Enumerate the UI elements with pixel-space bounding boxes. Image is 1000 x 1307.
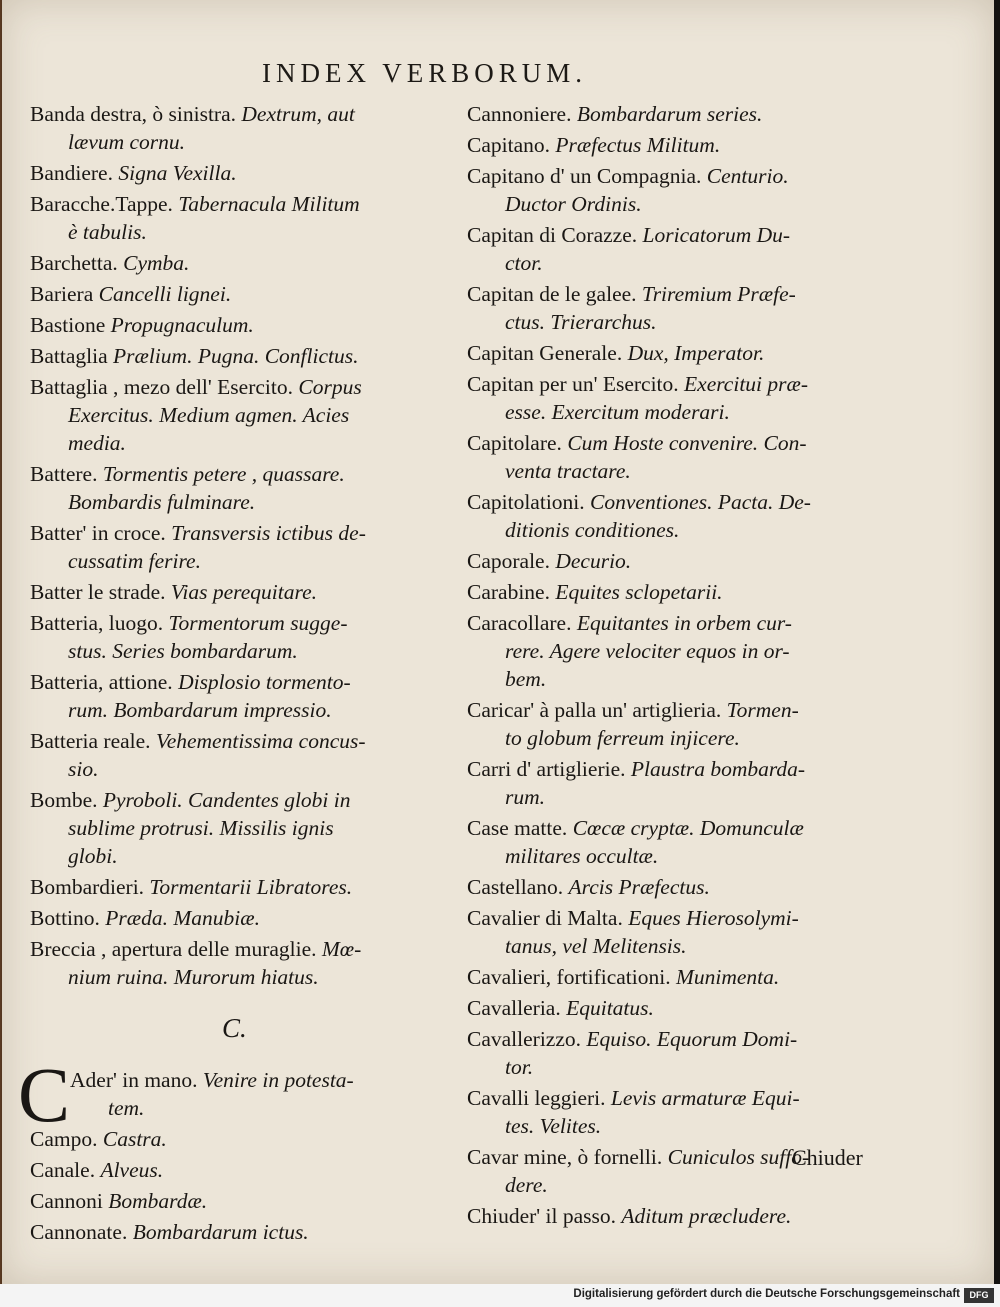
entry-term: Battaglia , mezo dell' Esercito. bbox=[30, 375, 299, 399]
index-entry bbox=[30, 1156, 460, 1184]
entry-latin: Cancelli lignei. bbox=[98, 282, 232, 306]
footer-credit: Digitalisierung gefördert durch die Deutsche Forschungsgemeinschaft bbox=[573, 1288, 960, 1300]
index-entry bbox=[467, 873, 907, 901]
index-entry bbox=[467, 994, 907, 1022]
index-entry bbox=[30, 100, 460, 156]
entry-continuation: tor. bbox=[505, 1055, 534, 1079]
entry-latin: Munimenta. bbox=[675, 965, 780, 989]
entry-latin: Tabernacula Militum bbox=[178, 192, 360, 216]
entry-term: Baracche.Tappe. bbox=[30, 192, 179, 216]
entry-latin: Loricatorum Du- bbox=[642, 223, 791, 247]
entry-latin: Venire in potesta- bbox=[202, 1068, 354, 1092]
catchword: Chiuder bbox=[792, 1145, 863, 1170]
entry-latin: Plaustra bombarda- bbox=[630, 757, 806, 781]
index-entry bbox=[30, 727, 460, 783]
entry-continuation: tes. Velites. bbox=[505, 1114, 602, 1138]
index-entry bbox=[467, 131, 907, 159]
entry-continuation: sublime protrusi. Missilis ignis bbox=[68, 816, 334, 840]
entry-continuation: rum. bbox=[505, 785, 546, 809]
entry-term: Bastione bbox=[30, 313, 111, 337]
entry-continuation: venta tractare. bbox=[505, 459, 631, 483]
right-column bbox=[467, 100, 907, 1233]
entry-latin: Præda. Manubiæ. bbox=[105, 906, 260, 930]
entry-latin: Exercitui præ- bbox=[684, 372, 809, 396]
entry-term: Batteria, luogo. bbox=[30, 611, 169, 635]
entry-term: Castellano. bbox=[467, 875, 569, 899]
dfg-logo: DFG bbox=[964, 1288, 994, 1303]
entry-latin: Tormentis petere , quassare. bbox=[102, 462, 345, 486]
entry-term: Carabine. bbox=[467, 580, 556, 604]
entry-term: Breccia , apertura delle muraglie. bbox=[30, 937, 322, 961]
entry-term: Capitan di Corazze. bbox=[467, 223, 643, 247]
footer-bar bbox=[0, 1284, 1000, 1307]
entry-term: Battere. bbox=[30, 462, 103, 486]
entry-latin: Transversis ictibus de- bbox=[171, 521, 366, 545]
entry-latin: Prælium. Pugna. Conflictus. bbox=[113, 344, 359, 368]
entry-term: Caricar' à palla un' artiglieria. bbox=[467, 698, 727, 722]
entry-latin: Bombardæ. bbox=[108, 1189, 208, 1213]
index-entry bbox=[30, 190, 460, 246]
book-page bbox=[2, 0, 994, 1284]
entry-latin: Eques Hierosolymi- bbox=[628, 906, 799, 930]
entry-latin: Tormentorum sugge- bbox=[168, 611, 348, 635]
entry-continuation: stus. Series bombardarum. bbox=[68, 639, 298, 663]
index-entry bbox=[467, 755, 907, 811]
index-entry bbox=[467, 963, 907, 991]
entry-continuation: ctus. Trierarchus. bbox=[505, 310, 657, 334]
entry-term: Cannoni bbox=[30, 1189, 109, 1213]
index-entry bbox=[467, 904, 907, 960]
entry-term: Cavallerizzo. bbox=[467, 1027, 587, 1051]
index-entry bbox=[467, 609, 907, 693]
entry-latin: Bombardarum series. bbox=[576, 102, 763, 126]
entry-continuation: ditionis conditiones. bbox=[505, 518, 680, 542]
entry-continuation: sio. bbox=[68, 757, 99, 781]
index-entry bbox=[467, 339, 907, 367]
entry-term: Campo. bbox=[30, 1127, 103, 1151]
index-entry bbox=[30, 373, 460, 457]
entry-continuation: tem. bbox=[108, 1096, 145, 1120]
entry-latin: Dux, Imperator. bbox=[627, 341, 765, 365]
entry-latin: Castra. bbox=[102, 1127, 167, 1151]
index-entry bbox=[30, 159, 460, 187]
index-entry bbox=[30, 311, 460, 339]
entry-term: Cavalier di Malta. bbox=[467, 906, 629, 930]
index-entry bbox=[30, 904, 460, 932]
index-entry bbox=[30, 935, 460, 991]
index-entry bbox=[467, 696, 907, 752]
entry-latin: Levis armaturæ Equi- bbox=[610, 1086, 800, 1110]
entry-latin: Displosio tormento- bbox=[178, 670, 351, 694]
entry-continuation: Ductor Ordinis. bbox=[505, 192, 642, 216]
entry-continuation: media. bbox=[68, 431, 126, 455]
entry-latin: Propugnaculum. bbox=[110, 313, 254, 337]
entry-latin: Conventiones. Pacta. De- bbox=[590, 490, 811, 514]
entry-term: Capitano d' un Compagnia. bbox=[467, 164, 707, 188]
entry-latin: Vehementissima concus- bbox=[155, 729, 366, 753]
entry-term: Batteria, attione. bbox=[30, 670, 179, 694]
entry-latin: Equitatus. bbox=[566, 996, 654, 1020]
entry-term: Case matte. bbox=[467, 816, 573, 840]
entry-continuation: rum. Bombardarum impressio. bbox=[68, 698, 332, 722]
left-column bbox=[18, 100, 460, 1249]
entry-continuation: militares occultæ. bbox=[505, 844, 659, 868]
entry-latin: Alveus. bbox=[100, 1158, 164, 1182]
entry-latin: Aditum præcludere. bbox=[621, 1204, 792, 1228]
entry-continuation: Bombardis fulminare. bbox=[68, 490, 256, 514]
entry-continuation: ctor. bbox=[505, 251, 543, 275]
entry-latin: Equitantes in orbem cur- bbox=[576, 611, 792, 635]
index-entry bbox=[467, 162, 907, 218]
entry-latin: Signa Vexilla. bbox=[118, 161, 237, 185]
entry-latin: Præfectus Militum. bbox=[555, 133, 721, 157]
entry-continuation: è tabulis. bbox=[68, 220, 147, 244]
index-entry bbox=[467, 1025, 907, 1081]
index-entry bbox=[30, 1125, 460, 1153]
entry-term: Barchetta. bbox=[30, 251, 124, 275]
index-entry bbox=[30, 249, 460, 277]
entry-term: Capitan Generale. bbox=[467, 341, 628, 365]
entry-term: Cannoniere. bbox=[467, 102, 577, 126]
entry-term: Chiuder' il passo. bbox=[467, 1204, 622, 1228]
entry-term: Bandiere. bbox=[30, 161, 119, 185]
index-entry bbox=[467, 1084, 907, 1140]
entry-continuation: Exercitus. Medium agmen. Acies bbox=[68, 403, 350, 427]
entry-continuation: nium ruina. Murorum hiatus. bbox=[68, 965, 319, 989]
entry-term: Bottino. bbox=[30, 906, 106, 930]
entry-term: Bariera bbox=[30, 282, 99, 306]
entry-term: Capitolare. bbox=[467, 431, 568, 455]
index-entry bbox=[467, 280, 907, 336]
section-letter: C. bbox=[222, 1013, 247, 1043]
entry-continuation: cussatim ferire. bbox=[68, 549, 201, 573]
entry-term: Batter le strade. bbox=[30, 580, 171, 604]
index-entry bbox=[30, 873, 460, 901]
index-entry bbox=[30, 519, 460, 575]
index-entry bbox=[467, 488, 907, 544]
entry-continuation: bem. bbox=[505, 667, 547, 691]
entry-latin: Cuniculos suffo- bbox=[667, 1145, 810, 1169]
index-entry bbox=[467, 578, 907, 606]
entry-term: Cannonate. bbox=[30, 1220, 133, 1244]
entry-continuation: globi. bbox=[68, 844, 118, 868]
entry-term: Capitan de le galee. bbox=[467, 282, 642, 306]
entry-latin: Bombardarum ictus. bbox=[132, 1220, 309, 1244]
entry-latin: Equites sclopetarii. bbox=[555, 580, 723, 604]
entry-latin: Tormentarii Libratores. bbox=[149, 875, 353, 899]
entry-term: Bombardieri. bbox=[30, 875, 150, 899]
entry-latin: Vias perequitare. bbox=[170, 580, 317, 604]
entry-term: Cavar mine, ò fornelli. bbox=[467, 1145, 668, 1169]
index-entry bbox=[30, 786, 460, 870]
index-entry bbox=[467, 814, 907, 870]
entry-term: Carri d' artiglierie. bbox=[467, 757, 631, 781]
entry-continuation: rere. Agere velociter equos in or- bbox=[505, 639, 790, 663]
index-entry bbox=[30, 342, 460, 370]
entry-latin: Mœ- bbox=[321, 937, 362, 961]
entry-term: Bombe. bbox=[30, 788, 103, 812]
index-entry bbox=[467, 429, 907, 485]
entry-continuation: dere. bbox=[505, 1173, 548, 1197]
entry-term: Capitan per un' Esercito. bbox=[467, 372, 685, 396]
entry-term: Ader' in mano. bbox=[70, 1068, 203, 1092]
entry-term: Cavalli leggieri. bbox=[467, 1086, 611, 1110]
index-entry bbox=[30, 280, 460, 308]
entry-term: Cavalleria. bbox=[467, 996, 567, 1020]
entry-term: Batteria reale. bbox=[30, 729, 156, 753]
entry-latin: Triremium Præfe- bbox=[641, 282, 796, 306]
index-entry bbox=[30, 1187, 460, 1215]
entry-term: Caracollare. bbox=[467, 611, 577, 635]
entry-latin: Cymba. bbox=[123, 251, 190, 275]
entry-term: Canale. bbox=[30, 1158, 101, 1182]
index-entry bbox=[467, 547, 907, 575]
index-entry bbox=[30, 1218, 460, 1246]
entry-term: Batter' in croce. bbox=[30, 521, 172, 545]
index-entry bbox=[467, 370, 907, 426]
entry-latin: Cum Hoste convenire. Con- bbox=[567, 431, 807, 455]
index-entry bbox=[30, 578, 460, 606]
drop-cap: C bbox=[18, 1051, 71, 1138]
index-entry bbox=[30, 668, 460, 724]
page-header: INDEX VERBORUM. bbox=[262, 58, 588, 88]
index-entry bbox=[30, 460, 460, 516]
entry-latin: Cœcæ cryptæ. Domunculæ bbox=[572, 816, 804, 840]
entry-continuation: to globum ferreum injicere. bbox=[505, 726, 740, 750]
entry-latin: Decurio. bbox=[555, 549, 632, 573]
index-entry bbox=[467, 100, 907, 128]
index-entry bbox=[30, 609, 460, 665]
entry-term: Battaglia bbox=[30, 344, 113, 368]
index-entry bbox=[18, 1051, 460, 1138]
entry-continuation: esse. Exercitum moderari. bbox=[505, 400, 730, 424]
entry-latin: Pyroboli. Candentes globi in bbox=[102, 788, 351, 812]
entry-latin: Centurio. bbox=[706, 164, 789, 188]
index-entry bbox=[467, 1202, 907, 1230]
entry-continuation: lævum cornu. bbox=[68, 130, 186, 154]
entry-latin: Dextrum, aut bbox=[241, 102, 355, 126]
entry-latin: Equiso. Equorum Domi- bbox=[586, 1027, 798, 1051]
entry-latin: Corpus bbox=[298, 375, 362, 399]
entry-latin: Tormen- bbox=[726, 698, 799, 722]
entry-latin: Arcis Præfectus. bbox=[568, 875, 710, 899]
index-entry bbox=[467, 221, 907, 277]
entry-term: Cavalieri, fortificationi. bbox=[467, 965, 676, 989]
entry-term: Capitano. bbox=[467, 133, 556, 157]
entry-term: Capitolationi. bbox=[467, 490, 591, 514]
entry-term: Caporale. bbox=[467, 549, 556, 573]
entry-term: Banda destra, ò sinistra. bbox=[30, 102, 242, 126]
entry-continuation: tanus, vel Melitensis. bbox=[505, 934, 687, 958]
